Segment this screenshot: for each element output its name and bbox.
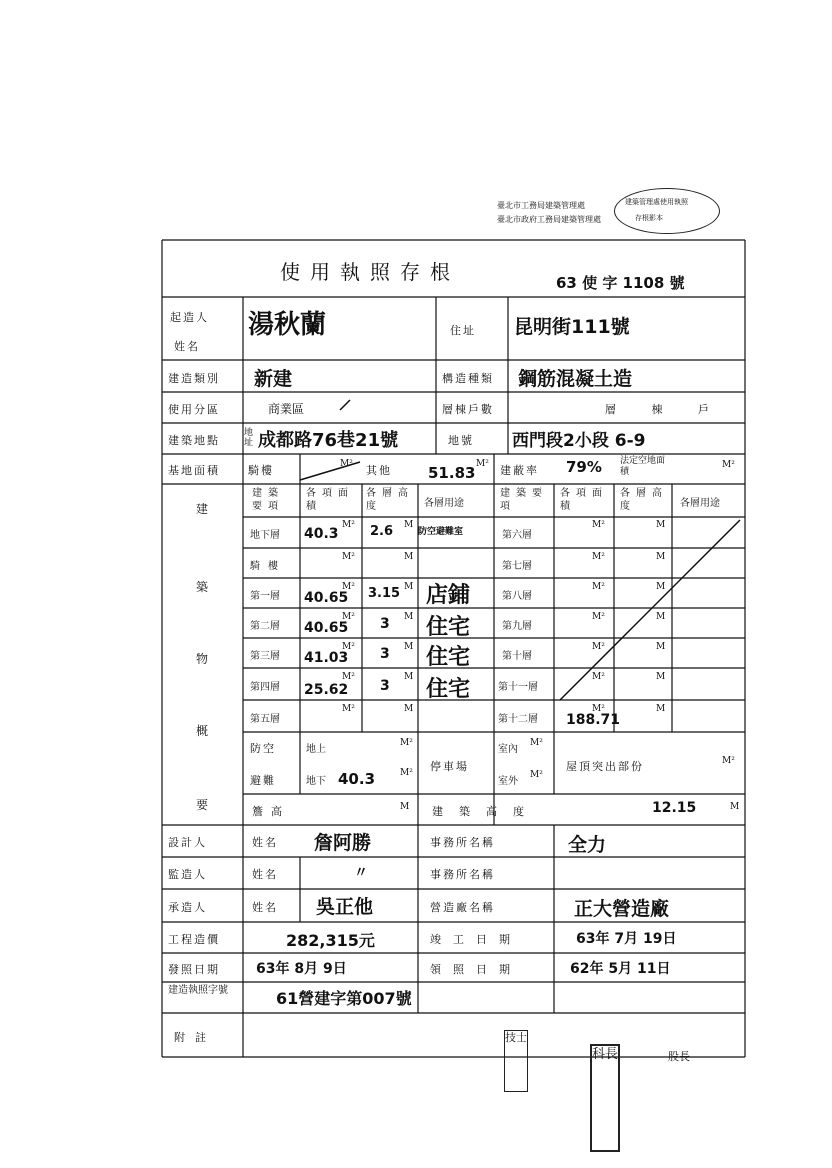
label-base-area: 基地面積	[168, 464, 220, 477]
label-contractor: 承造人	[168, 901, 207, 914]
col-floor-right: 建築要項	[500, 488, 548, 512]
label-contractor-name: 姓名	[252, 901, 278, 914]
b1-area: 40.3	[304, 526, 339, 542]
stamp-bottom-2	[590, 1044, 620, 1152]
contractor-company-value: 正大營造廠	[574, 898, 670, 920]
indoor-unit: M²	[530, 738, 543, 748]
stamp-bottom-3-text: 股長	[668, 1050, 690, 1063]
below-unit: M²	[400, 768, 413, 778]
f3-area: 41.03	[304, 650, 349, 666]
address-value: 昆明街111號	[514, 316, 630, 338]
label-completion: 竣工日期	[430, 933, 522, 946]
f4-height: 3	[380, 678, 390, 694]
f3-area-unit: M²	[342, 642, 355, 652]
zoning-value: 商業區	[268, 402, 305, 416]
above-unit: M²	[400, 738, 413, 748]
f9-area-unit: M²	[592, 612, 605, 622]
label-building-3: 物	[196, 652, 209, 666]
f5-area-unit: M²	[342, 704, 355, 714]
floor-5: 第五層	[250, 714, 280, 725]
arcade-height-unit: M	[404, 552, 414, 562]
stamp-bottom-1-text: 技士	[505, 1031, 527, 1044]
f4-area-unit: M²	[342, 672, 355, 682]
label-issue-date: 發照日期	[168, 963, 220, 976]
label-indoor: 室內	[498, 744, 518, 755]
stamp-bottom-1	[504, 1030, 528, 1092]
lot-value: 西門段2小段 6-9	[512, 431, 646, 451]
stamp-left-line2: 臺北市政府工務局建築管理處	[497, 215, 601, 224]
license-number: 63 使 字 1108 號	[556, 274, 685, 292]
label-applicant: 起造人	[170, 311, 209, 324]
col-height-right: 各層高度	[620, 488, 668, 512]
contractor-value: 吳正他	[316, 896, 374, 918]
building-height-value: 12.15	[652, 800, 697, 816]
f2-area: 40.65	[304, 620, 349, 636]
f10-area-unit: M²	[592, 642, 605, 652]
label-floors-units: 層棟戶數	[442, 403, 494, 416]
col-floor-left: 建築要項	[252, 488, 284, 512]
label-designer: 設計人	[168, 836, 207, 849]
col-height-left: 各層高度	[366, 488, 414, 512]
label-notes: 附註	[174, 1031, 216, 1044]
f5-height-unit: M	[404, 704, 414, 714]
floor-10: 第十層	[502, 651, 532, 662]
designer-value: 詹阿勝	[314, 832, 372, 854]
label-receive-date: 領照日期	[430, 963, 522, 976]
f4-area: 25.62	[304, 682, 349, 698]
label-arcade: 騎樓	[248, 464, 274, 477]
outdoor-unit: M²	[530, 770, 543, 780]
label-supervisor-office: 事務所名稱	[430, 868, 495, 881]
floor-6: 第六層	[502, 530, 532, 541]
f4-height-unit: M	[404, 672, 414, 682]
label-structure: 構造種類	[442, 372, 494, 385]
f6-height-unit: M	[656, 520, 666, 530]
b1-area-unit: M²	[342, 520, 355, 530]
f1-height-unit: M	[404, 582, 414, 592]
f11-area-unit: M²	[592, 672, 605, 682]
f8-height-unit: M	[656, 582, 666, 592]
label-eave: 簷高	[252, 805, 290, 818]
arcade-unit: M²	[340, 459, 353, 469]
f1-use: 店鋪	[426, 583, 471, 608]
f1-area-unit: M²	[342, 582, 355, 592]
label-company: 營造廠名稱	[430, 901, 495, 914]
f12-value: 188.71	[566, 712, 621, 728]
b1-height-unit: M	[404, 520, 414, 530]
b1-use: 防空避難室	[418, 527, 464, 537]
f2-height-unit: M	[404, 612, 414, 622]
label-name: 姓名	[174, 340, 200, 353]
applicant-name: 湯秋蘭	[248, 310, 327, 340]
designer-office-value: 全力	[568, 834, 607, 856]
cost-value: 282,315元	[286, 931, 375, 950]
label-legal-open: 法定空地面積	[620, 456, 666, 477]
f4-use: 住宅	[426, 677, 471, 702]
label-other: 其他	[366, 464, 392, 477]
supervisor-value: 〃	[354, 865, 368, 881]
stamp-bottom-2-text: 科長	[592, 1047, 619, 1062]
floor-1: 第一層	[250, 591, 280, 602]
floor-3: 第三層	[250, 651, 280, 662]
floor-12: 第十二層	[498, 714, 538, 725]
f7-area-unit: M²	[592, 552, 605, 562]
label-building-1: 建	[196, 502, 209, 516]
issue-date-value: 63年 8月 9日	[256, 961, 347, 977]
floor-8: 第八層	[502, 591, 532, 602]
f2-use: 住宅	[426, 615, 471, 640]
label-zoning: 使用分區	[168, 403, 220, 416]
f7-height-unit: M	[656, 552, 666, 562]
col-area-left: 各項面積	[306, 488, 354, 512]
oval-stamp-line1: 建築管理處使用執照	[625, 198, 688, 206]
stamp-bottom-3	[668, 1050, 690, 1110]
floors-units-tail: 層 棟 戶	[605, 403, 725, 416]
label-building-5: 要	[196, 798, 209, 812]
label-outdoor: 室外	[498, 776, 518, 787]
label-category: 建造類別	[168, 372, 220, 385]
label-supervisor-name: 姓名	[252, 868, 278, 881]
f3-height-unit: M	[404, 642, 414, 652]
completion-value: 63年 7月 19日	[576, 931, 677, 947]
label-refuge: 避難	[250, 774, 276, 787]
site-value: 成都路76巷21號	[258, 430, 399, 451]
category-value: 新建	[254, 368, 293, 390]
label-supervisor: 監造人	[168, 868, 207, 881]
f1-area: 40.65	[304, 590, 349, 606]
receive-date-value: 62年 5月 11日	[570, 961, 671, 977]
floor-4: 第四層	[250, 682, 280, 693]
structure-value: 鋼筋混凝土造	[518, 368, 633, 390]
f2-area-unit: M²	[342, 612, 355, 622]
label-above: 地上	[306, 744, 326, 755]
label-shelter: 防空	[250, 742, 276, 755]
label-roof: 屋頂突出部份	[566, 760, 644, 773]
floor-arcade: 騎樓	[250, 561, 286, 572]
col-area-right: 各項面積	[560, 488, 608, 512]
other-area-value: 51.83	[428, 464, 476, 482]
label-coverage: 建蔽率	[500, 464, 539, 477]
floor-b1: 地下層	[250, 530, 280, 541]
label-building-height: 建築高度	[432, 805, 540, 818]
col-use-right: 各層用途	[680, 498, 720, 509]
f12-area-unit: M²	[592, 704, 605, 714]
f3-use: 住宅	[426, 645, 471, 670]
floor-9: 第九層	[502, 621, 532, 632]
roof-unit: M²	[722, 756, 735, 766]
building-height-unit: M	[730, 802, 740, 812]
f3-height: 3	[380, 646, 390, 662]
stamp-left-line1: 臺北市工務局建築管理處	[497, 201, 585, 210]
col-use-left: 各層用途	[424, 498, 464, 509]
oval-stamp-line2: 存根影本	[635, 214, 663, 222]
label-site: 建築地點	[168, 434, 220, 447]
f2-height: 3	[380, 616, 390, 632]
f11-height-unit: M	[656, 672, 666, 682]
page-title: 使用執照存根	[280, 260, 460, 284]
coverage-value: 79%	[566, 458, 602, 476]
label-office: 事務所名稱	[430, 836, 495, 849]
label-address: 住址	[450, 324, 476, 337]
legal-open-unit: M²	[722, 460, 735, 470]
label-cost: 工程造價	[168, 933, 220, 946]
eave-unit: M	[400, 802, 410, 812]
label-below: 地下	[306, 776, 326, 787]
f9-height-unit: M	[656, 612, 666, 622]
other-unit: M²	[476, 459, 489, 469]
f1-height: 3.15	[368, 586, 401, 601]
permit-no-value: 61營建字第007號	[276, 989, 412, 1008]
label-building-2: 築	[196, 580, 209, 594]
f8-area-unit: M²	[592, 582, 605, 592]
label-permit-no: 建造執照字號	[168, 985, 228, 996]
floor-11: 第十一層	[498, 682, 538, 693]
f6-area-unit: M²	[592, 520, 605, 530]
f10-height-unit: M	[656, 642, 666, 652]
arcade-area-unit: M²	[342, 552, 355, 562]
shelter-below-value: 40.3	[338, 770, 376, 788]
label-designer-name: 姓名	[252, 836, 278, 849]
floor-7: 第七層	[502, 561, 532, 572]
label-site-small: 地址	[244, 428, 254, 448]
floor-2: 第二層	[250, 621, 280, 632]
b1-height: 2.6	[370, 524, 394, 539]
f12-height-unit: M	[656, 704, 666, 714]
label-parking: 停車場	[430, 760, 469, 773]
label-lot: 地號	[448, 434, 474, 447]
label-building-4: 概	[196, 724, 209, 738]
